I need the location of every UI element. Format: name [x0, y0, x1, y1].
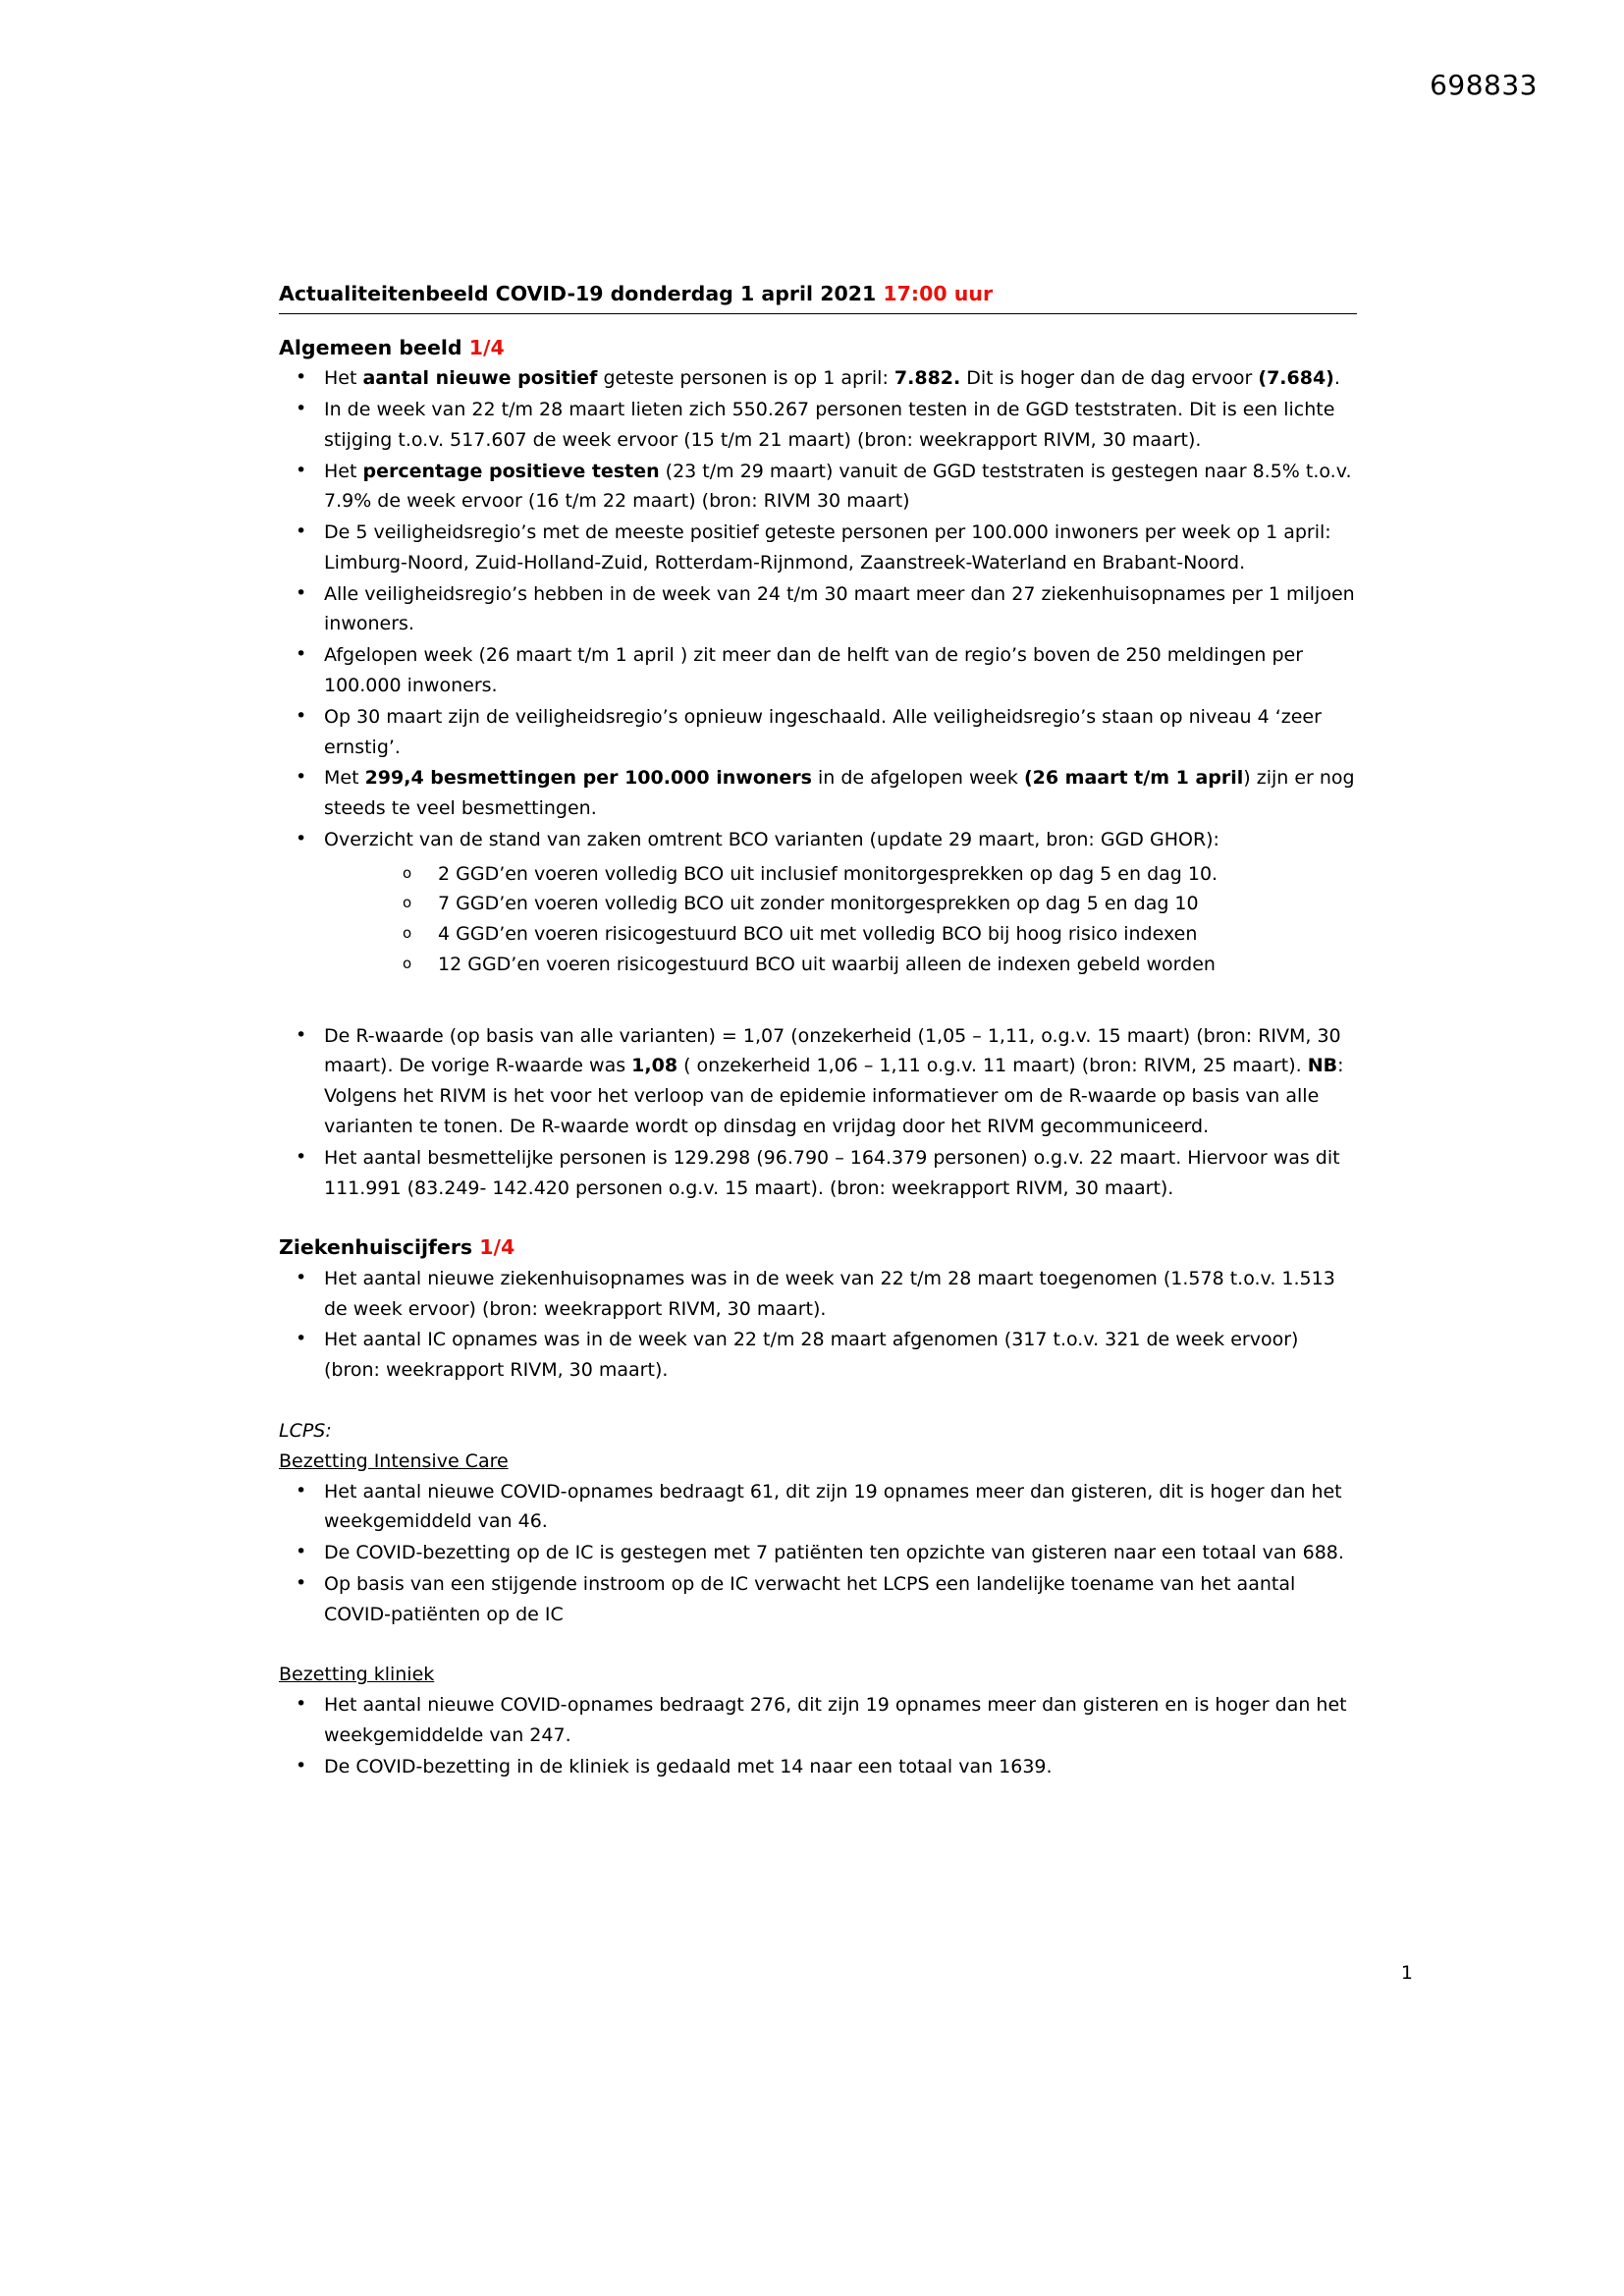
list-item-text: Het aantal nieuwe COVID-opnames bedraagt 61, dit zijn 19 opnames meer dan gisteren, dit is hoger dan het weekgemiddeld van 46.: [324, 1480, 1342, 1533]
list-item: [279, 763, 1357, 824]
ziekenhuiscijfers-bullet-list: [279, 1264, 1357, 1386]
document-title-text: Actualiteitenbeeld COVID-19 donderdag 1 april 2021: [279, 282, 884, 305]
list-item-text: percentage positieve testen: [362, 460, 660, 482]
list-item-text: 7 GGD’en voeren volledig BCO uit zonder monitorgesprekken op dag 5 en dag 10: [438, 893, 1199, 915]
lcps-label: LCPS:: [279, 1420, 332, 1443]
list-item-text: geteste personen is op 1 april:: [597, 367, 894, 390]
list-item: [279, 1752, 1357, 1782]
document-title-time: 17:00 uur: [883, 282, 994, 305]
list-item: [279, 1143, 1357, 1204]
list-item: [279, 1021, 1357, 1142]
document-title: [279, 281, 1357, 314]
list-item-text: Het: [324, 367, 363, 390]
lcps-ic-heading: Bezetting Intensive Care: [279, 1449, 509, 1472]
list-item: [279, 950, 1357, 980]
list-item-text: Het aantal nieuwe ziekenhuisopnames was in de week van 22 t/m 28 maart toegenomen (1.578 t.o.v. 1.513 de week ervoor) (bron: weekrapport RIVM, 30 maart).: [324, 1267, 1335, 1320]
algemeen-bullet-list: [279, 363, 1357, 854]
list-item-text: 1,08: [631, 1055, 678, 1077]
list-item-text: .: [1333, 367, 1340, 390]
spacer: [279, 980, 1357, 1021]
list-item-text: 2 GGD’en voeren volledig BCO uit inclusief monitorgesprekken op dag 5 en dag 10.: [438, 862, 1218, 885]
list-item-text: Afgelopen week (26 maart t/m 1 april ) zit meer dan de helft van de regio’s boven de 250 meldingen per 100.000 inwoners.: [324, 644, 1304, 697]
list-item-text: : Volgens het RIVM is het voor het verloop van de epidemie informatiever om de R-waarde op basis van alle varianten te tonen. De R-waarde wordt op dinsdag en vrijdag door het RIVM gecommuniceerd.: [324, 1055, 1344, 1137]
list-item-text: Op basis van een stijgende instroom op de IC verwacht het LCPS een landelijke toename van het aantal COVID-patiënten op de IC: [324, 1572, 1296, 1625]
section-heading-ziekenhuiscijfers: [279, 1233, 1357, 1262]
list-item-text: (26 maart t/m 1 april: [1023, 767, 1244, 790]
list-item: [279, 1477, 1357, 1538]
list-item-text: Het aantal besmettelijke personen is 129.298 (96.790 – 164.379 personen) o.g.v. 22 maart. Hiervoor was dit 111.991 (83.249- 142.420 personen o.g.v. 15 maart). (bron: weekrapport RIVM, 30 maart).: [324, 1146, 1340, 1199]
list-item: [279, 1538, 1357, 1568]
list-item-text: Het: [324, 460, 363, 482]
list-item-text: (7.684): [1258, 367, 1334, 390]
section-heading-ziekenhuiscijfers-label: Ziekenhuiscijfers: [279, 1235, 480, 1260]
list-item-text: Het aantal IC opnames was in de week van 22 t/m 28 maart afgenomen (317 t.o.v. 321 de week ervoor) (bron: weekrapport RIVM, 30 maart).: [324, 1329, 1299, 1382]
list-item: [279, 457, 1357, 518]
section-heading-algemeen: [279, 334, 1357, 362]
list-item: [279, 1569, 1357, 1630]
list-item-text: 7.882.: [893, 367, 961, 390]
list-item-text: De COVID-bezetting in de kliniek is gedaald met 14 naar een totaal van 1639.: [324, 1755, 1053, 1777]
algemeen-bullet-list-after: [279, 1021, 1357, 1204]
list-item-text: NB: [1307, 1055, 1338, 1077]
section-heading-algemeen-count: 1/4: [468, 335, 505, 359]
list-item: [279, 702, 1357, 763]
list-item-text: Het aantal nieuwe COVID-opnames bedraagt 276, dit zijn 19 opnames meer dan gisteren en is hoger dan het weekgemiddelde van 247.: [324, 1694, 1347, 1746]
list-item: [279, 579, 1357, 640]
spacer: [279, 1630, 1357, 1660]
list-item-text: De 5 veiligheidsregio’s met de meeste positief geteste personen per 100.000 inwoners per week op 1 april: Limburg-Noord, Zuid-Holland-Zuid, Rotterdam-Rijnmond, Zaanstreek-Waterland en Brabant-Noord.: [324, 521, 1331, 574]
list-item-text: Met: [324, 767, 365, 790]
list-item: [279, 825, 1357, 855]
list-item-text: Op 30 maart zijn de veiligheidsregio’s opnieuw ingeschaald. Alle veiligheidsregio’s staan op niveau 4 ‘zeer ernstig’.: [324, 705, 1322, 758]
list-item: [279, 859, 1357, 890]
list-item-text: Alle veiligheidsregio’s hebben in de week van 24 t/m 30 maart meer dan 27 ziekenhuisopnames per 1 miljoen inwoners.: [324, 582, 1355, 635]
list-item-text: ) zijn er nog steeds te veel besmettingen.: [324, 767, 1355, 820]
document-body: [279, 281, 1357, 1782]
section-heading-ziekenhuiscijfers-count: 1/4: [479, 1235, 515, 1260]
list-item-text: Overzicht van de stand van zaken omtrent BCO varianten (update 29 maart, bron: GGD GHOR):: [324, 828, 1219, 850]
list-item: [279, 395, 1357, 456]
list-item-text: 12 GGD’en voeren risicogestuurd BCO uit waarbij alleen de indexen gebeld worden: [438, 953, 1216, 975]
bco-sub-bullet-list: [279, 859, 1357, 980]
list-item: [279, 1690, 1357, 1751]
document-header-number: 698833: [1430, 69, 1538, 101]
list-item: [279, 640, 1357, 701]
list-item-text: Dit is hoger dan de dag ervoor: [960, 367, 1259, 390]
list-item-text: in de afgelopen week: [811, 767, 1024, 790]
list-item: [279, 518, 1357, 578]
list-item-text: aantal nieuwe positief: [362, 367, 598, 390]
lcps-ic-bullet-list: [279, 1477, 1357, 1630]
list-item: [279, 1264, 1357, 1325]
lcps-kliniek-bullet-list: [279, 1690, 1357, 1781]
lcps-kliniek-heading: Bezetting kliniek: [279, 1664, 435, 1686]
list-item-text: (23 t/m 29 maart) vanuit de GGD teststraten is gestegen naar 8.5% t.o.v. 7.9% de week ervoor (16 t/m 22 maart) (bron: RIVM 30 maart): [324, 460, 1352, 513]
list-item-text: ( onzekerheid 1,06 – 1,11 o.g.v. 11 maart) (bron: RIVM, 25 maart).: [677, 1055, 1308, 1077]
list-item-text: In de week van 22 t/m 28 maart lieten zich 550.267 personen testen in de GGD teststraten. Dit is een lichte stijging t.o.v. 517.607 de week ervoor (15 t/m 21 maart) (bron: weekrapport RIVM, 30 maart).: [324, 399, 1335, 451]
list-item: [279, 889, 1357, 919]
spacer: [279, 1387, 1357, 1416]
list-item: [279, 1325, 1357, 1386]
section-heading-algemeen-label: Algemeen beeld: [279, 335, 469, 359]
list-item-text: De R-waarde (op basis van alle varianten) = 1,07 (onzekerheid (1,05 – 1,11, o.g.v. 15 maart) (bron: RIVM, 30 maart). De vorige R-waarde was: [324, 1024, 1341, 1077]
list-item: [279, 919, 1357, 950]
list-item-text: 4 GGD’en voeren risicogestuurd BCO uit met volledig BCO bij hoog risico indexen: [438, 923, 1198, 946]
page-number: 1: [1400, 1962, 1413, 1984]
list-item: [279, 363, 1357, 394]
spacer: [279, 1204, 1357, 1233]
list-item-text: 299,4 besmettingen per 100.000 inwoners: [364, 767, 812, 790]
list-item-text: De COVID-bezetting op de IC is gestegen met 7 patiënten ten opzichte van gisteren naar een totaal van 688.: [324, 1542, 1344, 1564]
